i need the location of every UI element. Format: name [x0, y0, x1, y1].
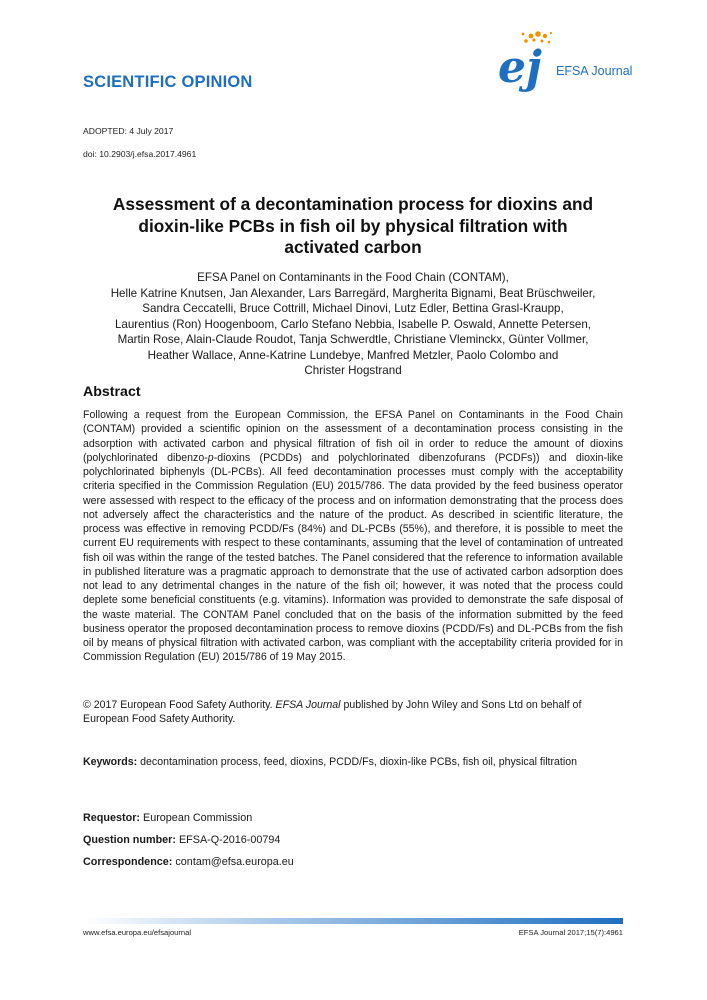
correspondence — [83, 856, 294, 868]
logo-wordmark: EFSA Journal — [556, 64, 633, 78]
footer-citation: EFSA Journal 2017;15(7):4961 — [518, 928, 623, 937]
doi: doi: 10.2903/j.efsa.2017.4961 — [83, 149, 197, 159]
logo-mark: ej — [498, 42, 542, 93]
keywords-label: Keywords: — [83, 756, 138, 768]
correspondence-label: Correspondence: — [83, 856, 173, 868]
footer-rule — [83, 918, 623, 924]
requestor-label: Requestor: — [83, 812, 140, 824]
requestor — [83, 812, 252, 824]
section-label: SCIENTIFIC OPINION — [83, 73, 253, 91]
author-line: EFSA Panel on Contaminants in the Food Chain (CONTAM), — [197, 271, 509, 284]
adopted-date: ADOPTED: 4 July 2017 — [83, 126, 174, 136]
author-line: Heather Wallace, Anne-Katrine Lundebye, Manfred Metzler, Paolo Colombo and — [147, 348, 559, 362]
author-line: Helle Katrine Knutsen, Jan Alexander, Lars Barregärd, Margherita Bignami, Beat Brüschweiler, — [110, 286, 596, 300]
abstract-heading: Abstract — [83, 384, 141, 400]
correspondence-email[interactable]: contam@efsa.europa.eu — [172, 856, 294, 868]
title-line: dioxin-like PCBs in fish oil by physical filtration with — [138, 215, 568, 236]
journal-name: EFSA Journal — [275, 699, 341, 711]
question-number — [83, 834, 280, 846]
abstract-text: -dioxins (PCDDs) and polychlorinated dibenzofurans (PCDFs)) and dioxin-like polychlorinated biphenyls (DL-PCBs). All feed decontamination processes must comply with the acceptability criteria specified in the Commission Regulation (EU) 2015/786. The data provided by the feed business operator were assessed with respect to the efficacy of the process and on information demonstrating that the process does not adversely affect the characteristics and the nature of the product. As described in scientific literature, the process was effective in removing PCDD/Fs (84%) and DL-PCBs (55%), and therefore, it is possible to meet the current EU requirements with respect to these contaminants, assuming that the level of contamination of untreated fish oil was within the range of the tested batches. The Panel considered that the reference to information available in published literature was a pragmatic approach to demonstrate that the use of activated carbon adsorption does not lead to any detrimental changes in the nature of the fish oil; however, it was noted that the process could deplete some beneficial constituents (e.g. vitamins). Information was provided to demonstrate the safe disposal of the waste material. The CONTAM Panel concluded that on the basis of the information submitted by the feed business operator the proposed decontamination process to remove dioxins (PCDD/Fs) and DL-PCBs from the fish oil by means of physical filtration with activated carbon, was compliant with the acceptability criteria provided for in Commission Regulation (EU) 2015/786 of 19 May 2015. — [83, 451, 623, 664]
abstract-body — [83, 408, 623, 665]
author-line: Martin Rose, Alain-Claude Roudot, Tanja Schwerdtle, Christiane Vleminckx, Günter Vollmer, — [117, 333, 589, 346]
question-number-value: EFSA-Q-2016-00794 — [175, 834, 281, 846]
footer-website[interactable]: www.efsa.europa.eu/efsajournal — [83, 928, 192, 937]
author-line: Laurentius (Ron) Hoogenboom, Carlo Stefano Nebbia, Isabelle P. Oswald, Annette Petersen, — [114, 317, 592, 331]
author-line: Christer Hogstrand — [304, 364, 402, 377]
document-title — [83, 194, 623, 259]
abstract-italic: p — [207, 451, 214, 464]
copyright-text: published by John Wiley and Sons Ltd on behalf of European Food Safety Authority. — [83, 699, 582, 726]
author-list — [83, 270, 623, 379]
abstract-text: Following a request from the European Commission, the EFSA Panel on Contaminants in the Food Chain (CONTAM) provided a scientific opinion on the assessment of a decontamination process consisting in the adsorption with activated carbon and physical filtration of fish oil in order to reduce the amount of dioxins (polychlorinated dibenzo- — [83, 409, 623, 464]
copyright-notice — [83, 698, 623, 727]
title-line: activated carbon — [284, 237, 422, 257]
question-number-label: Question number: — [83, 834, 176, 846]
keywords — [83, 755, 623, 769]
keywords-value: decontamination process, feed, dioxins, PCDD/Fs, dioxin-like PCBs, fish oil, physical filtration — [137, 756, 577, 768]
requestor-value: European Commission — [140, 812, 253, 824]
author-line: Sandra Ceccatelli, Bruce Cottrill, Michael Dinovi, Lutz Edler, Bettina Grasl-Kraupp, — [142, 302, 564, 315]
title-line: Assessment of a decontamination process for dioxins and — [112, 194, 594, 214]
copyright-text: © 2017 European Food Safety Authority. — [83, 699, 276, 711]
